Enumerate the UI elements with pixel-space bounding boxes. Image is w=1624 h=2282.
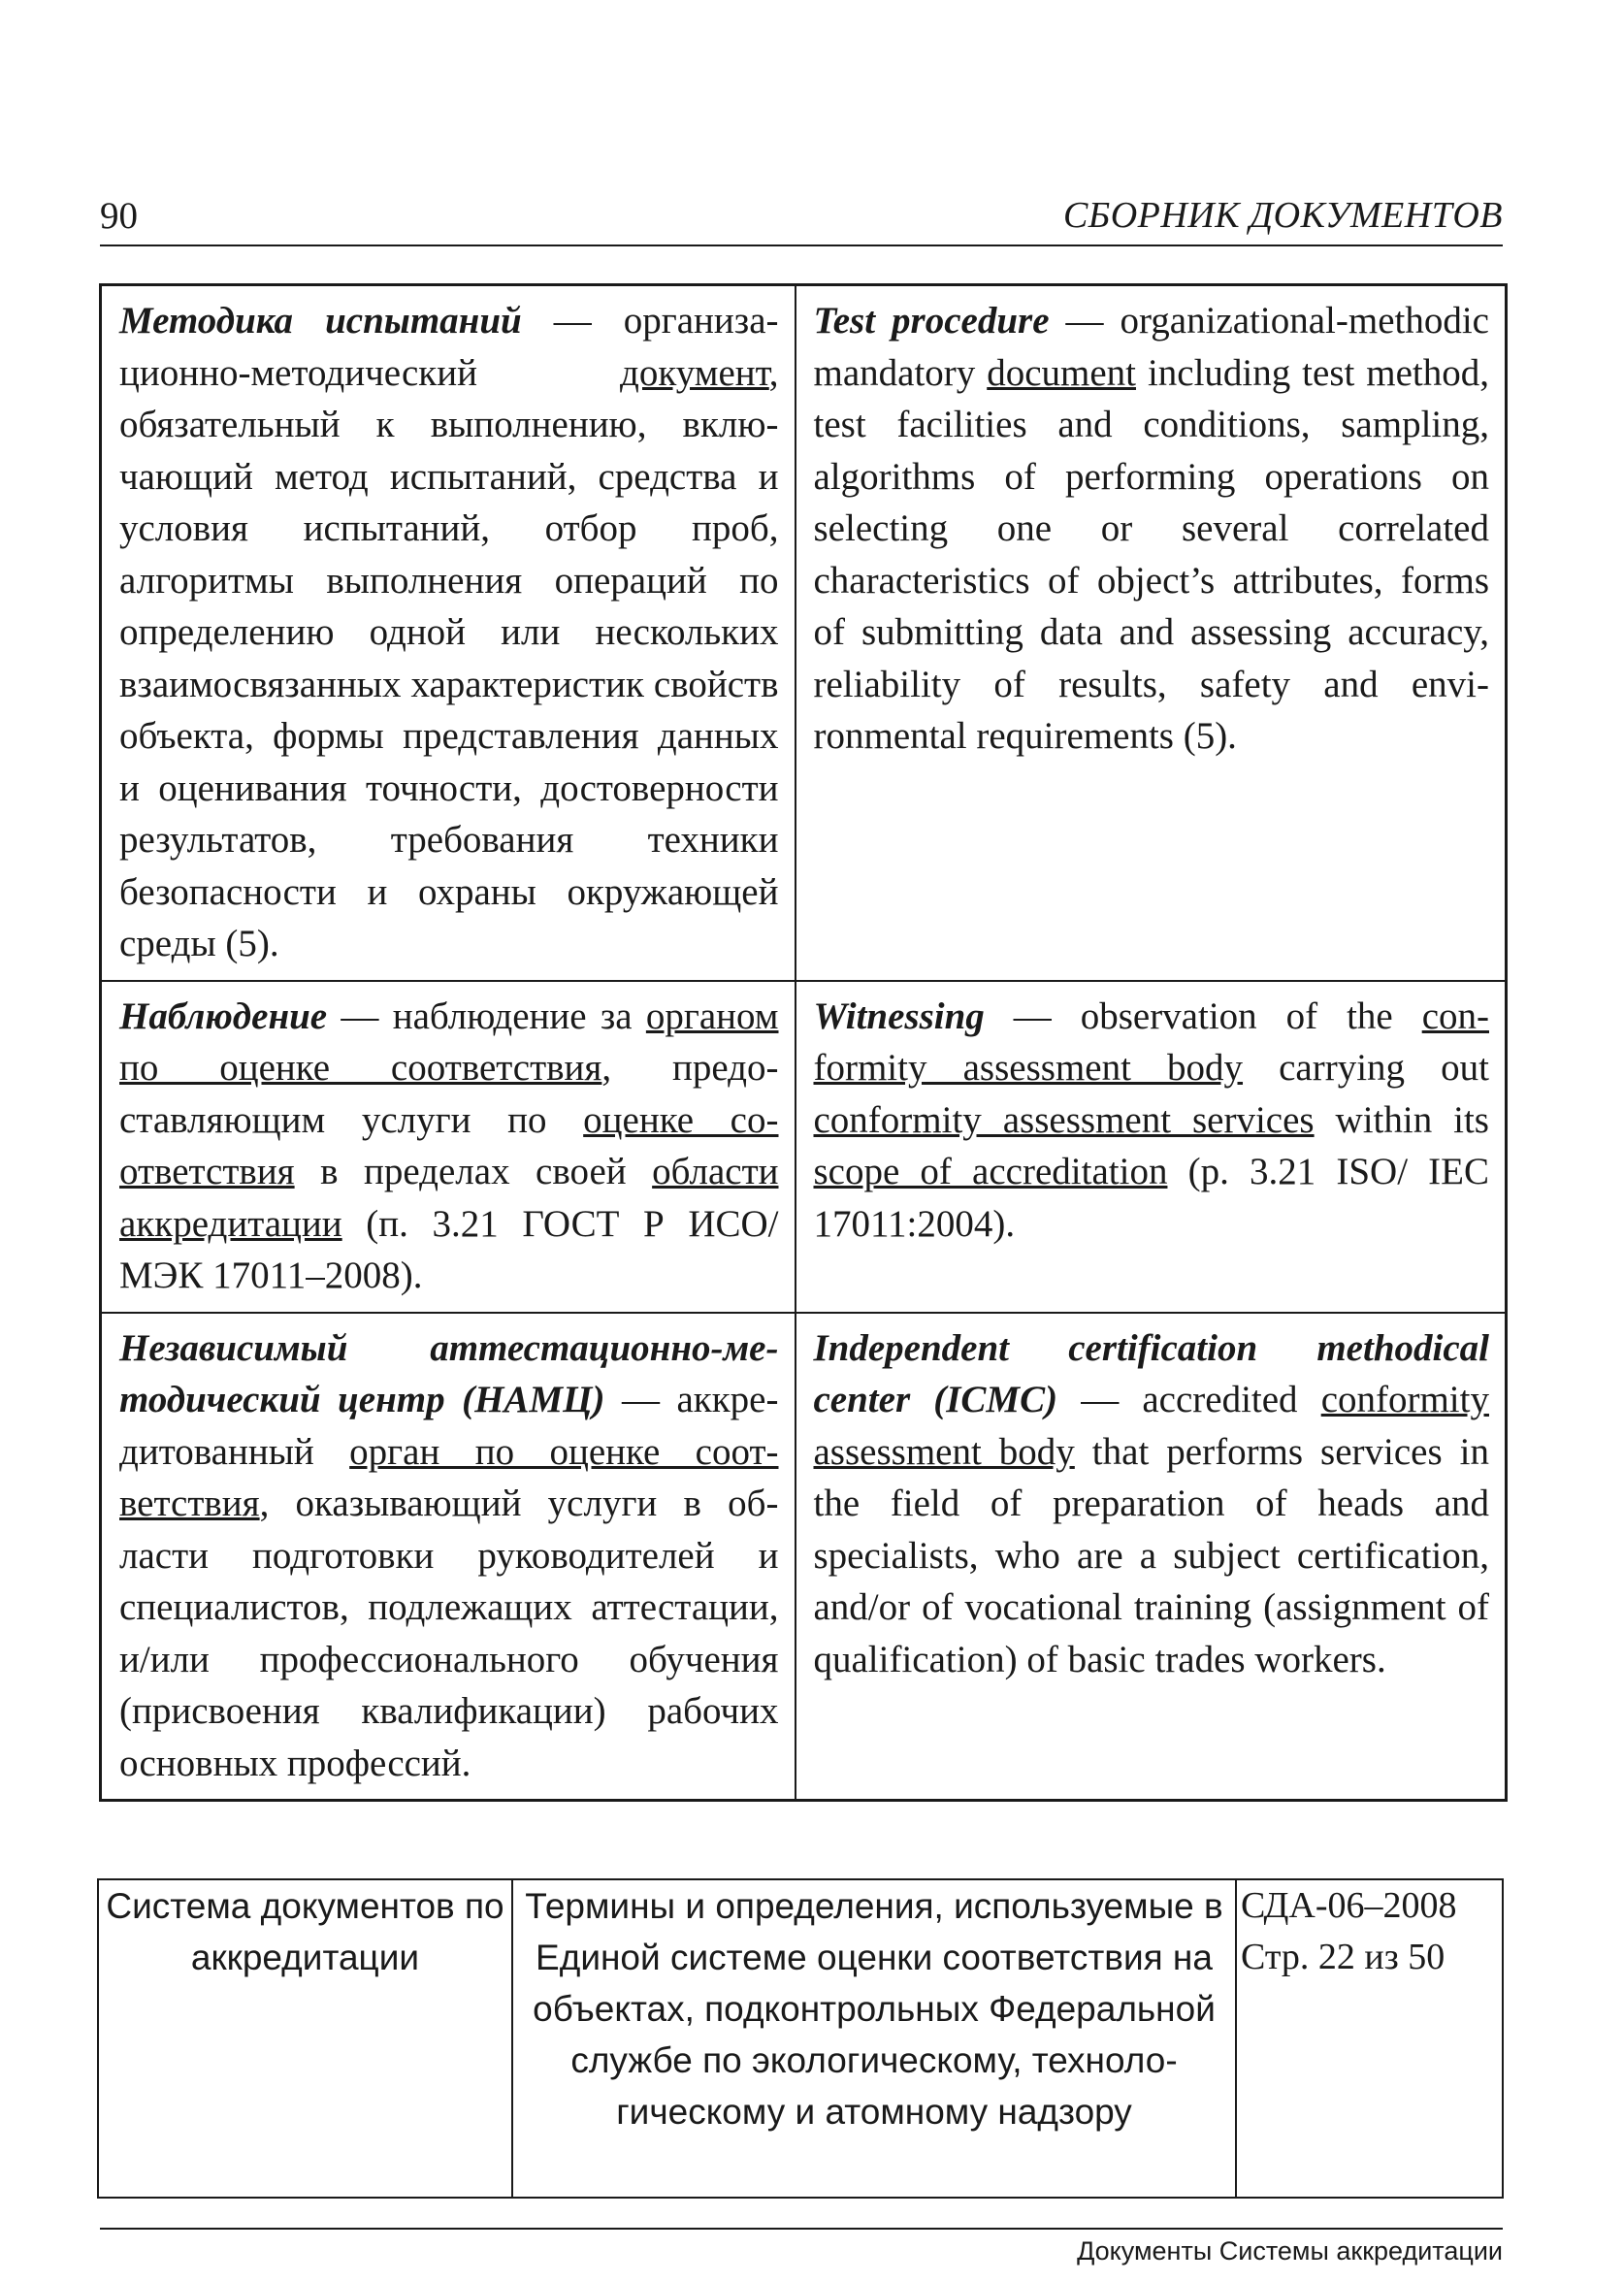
document-code-cell (1236, 1879, 1503, 2198)
document-title: Термины и определения, используемые в Единой системе оценки соответствия на объектах, подконтрольных Федеральной службе по экологическому, технологическому и атомному надзору (512, 1879, 1236, 2198)
term-link: области аккредитации (119, 1151, 779, 1245)
term-name: Наблюдение (119, 994, 328, 1037)
term-link: conformity assessment body (813, 994, 1489, 1089)
term-name: Witnessing (813, 994, 985, 1037)
term-link: оценке соответствия (119, 1098, 779, 1192)
term-link: органом по оценке соответствия (119, 994, 779, 1089)
definition-text: — наблюдение за (327, 994, 646, 1037)
term-cell-ru (101, 1313, 796, 1801)
definition-text: — accredited (1057, 1379, 1321, 1420)
term-link: conformity assessment services (813, 1098, 1315, 1141)
table-row (101, 981, 1507, 1313)
definition-text: that performs services in the field of preparation of heads and specialists, who are a subject certification, and/or of vocational training (assignment of qualification) of basic trades workers. (813, 1430, 1489, 1680)
definition-text: — observation of the (984, 994, 1422, 1037)
table-row (98, 1879, 1503, 2198)
definition-text: в пределах своей (294, 1151, 653, 1192)
term-cell-en (796, 285, 1507, 981)
definition-text: (p. 3.21 ISO/ IEC 17011:2004). (813, 1151, 1489, 1245)
term-link: scope of accreditation (813, 1151, 1168, 1192)
definition-text: including test method, test facilities and conditions, sampling, algorithms of performing operations on selecting one or several correlated characteristics of object’s attributes, forms of submitting data and assessing accuracy, reliability of results, safety and environmental requirements (5). (813, 351, 1489, 757)
definition-text: (п. 3.21 ГОСТ Р ИСО/МЭК 17011–2008). (119, 1202, 779, 1296)
term-link: conformity assessment body (813, 1379, 1489, 1473)
term-link: орган по оценке соответствия (119, 1430, 779, 1524)
table-row (101, 285, 1507, 981)
running-title: СБОРНИК ДОКУМЕНТОВ (1062, 195, 1503, 236)
term-cell-ru (101, 981, 796, 1313)
page-counter: Стр. 22 из 50 (1241, 1937, 1445, 1977)
definition-text: carrying out (1243, 1047, 1489, 1089)
term-name: Independent certification methodical center (ICMC) (813, 1326, 1489, 1420)
system-name: Система документов по аккредитации (98, 1879, 512, 2198)
document-code: СДА-06–2008 (1241, 1885, 1457, 1926)
term-name: Методика испытаний (119, 300, 522, 342)
term-link: документ (620, 351, 769, 394)
table-row (101, 1313, 1507, 1801)
document-footer-box (97, 1878, 1504, 2199)
term-name: Независимый аттестационно-методический центр (НАМЦ) (119, 1326, 779, 1420)
definition-text: , обязательный к выполнению, включающий метод испытаний, средства и условия испытаний, отбор проб, алгоритмы выполнения операций по определению одной или нескольких взаимосвязанных характеристик свойств объекта, формы представления данных и оценивания точности, достоверности результатов, требования техники безопасности и охраны окружающей среды (5). (119, 351, 779, 964)
term-cell-ru (101, 285, 796, 981)
term-link: document (987, 351, 1137, 394)
definition-text: , оказывающий услуги в области подготовки руководителей и специалистов, подлежащих аттестации, и/или профессионального обучения (присвоения квалификации) рабочих основных профессий. (119, 1483, 779, 1784)
terms-table (99, 283, 1508, 1802)
definition-text: — аккредитованный (119, 1379, 779, 1473)
page-number: 90 (100, 195, 138, 237)
term-cell-en (796, 1313, 1507, 1801)
footer-caption: Документы Системы аккредитации (1077, 2236, 1503, 2266)
definition-text: — organizational-methodic mandatory (813, 300, 1489, 394)
term-name: Test procedure (813, 300, 1050, 342)
definition-text: , предоставляющим услуги по (119, 1047, 779, 1141)
definition-text: — организационно-методический (119, 300, 779, 394)
term-cell-en (796, 981, 1507, 1313)
footer-divider (100, 2228, 1503, 2230)
definition-text: within its (1314, 1098, 1489, 1141)
page-header (100, 190, 1503, 246)
